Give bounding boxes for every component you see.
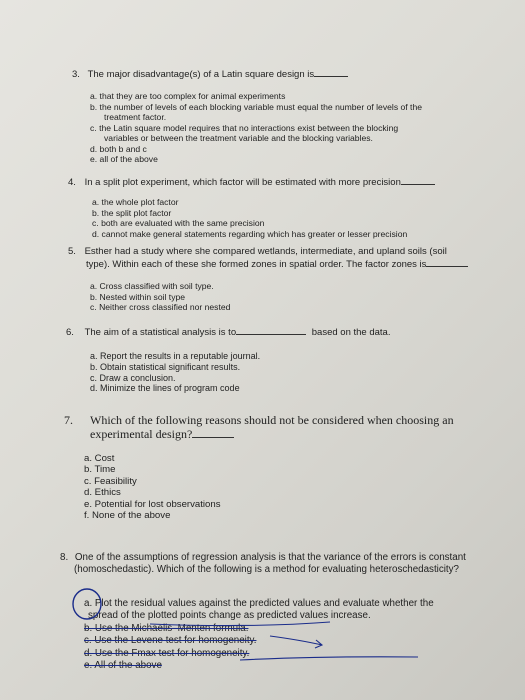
question-text: Esther had a study where she compared wetlands, intermediate, and upland soils (soil [84,246,447,257]
options-list [92,197,498,239]
question-number: 3. [72,69,80,80]
option-b: b. the split plot factor [92,207,172,218]
answer-blank [401,176,435,185]
option-a-continued: spread of the plotted points change as predicted values increase. [88,610,371,622]
question-text: One of the assumptions of regression analysis is that the variance of the errors is constant [74,552,466,563]
question-number: 4. [68,177,76,188]
question-text-continued: type). Within each of these she formed zones in spatial order. The factor zones is [86,259,427,270]
option-e-struck: e. All of the above [84,660,162,672]
options-list [90,91,492,165]
option-c-struck: c. Use the Levene test for homogeneity. [84,635,257,647]
question-number: 7. [64,413,73,427]
answer-blank [426,258,468,267]
question-text-continued: (homoschedastic). Which of the following is a method for evaluating heteroschedasticity? [74,563,459,575]
option-a: a. the whole plot factor [92,197,179,207]
answer-blank [314,68,348,77]
question-number: 8. [60,552,69,563]
option-c: c. the Latin square model requires that no interactions exist between the blocking [90,122,399,133]
question-5 [68,246,498,313]
option-c: c. Draw a conclusion. [90,372,176,383]
option-b-continued: treatment factor. [104,112,167,122]
option-b: b. Time [84,464,116,476]
question-6 [66,326,496,394]
options-list [90,351,496,394]
question-number: 5. [68,246,76,257]
option-d: d. cannot make general statements regarding which has greater or lesser precision [92,228,408,239]
question-7 [64,413,504,521]
option-d-struck: d. Use the Fmax test for homogeneity. [84,647,250,659]
options-list [84,453,504,521]
option-d: d. Ethics [84,487,121,499]
option-d: d. Minimize the lines of program code [90,383,240,394]
answer-blank [192,429,234,438]
option-a: a. that they are too complex for animal experiments [90,91,286,101]
option-a: a. Plot the residual values against the predicted values and evaluate whether the [84,597,434,609]
option-a: a. Cost [84,453,115,464]
option-e: e. Potential for lost observations [84,498,221,510]
option-b: b. Obtain statistical significant results. [90,361,241,372]
question-3 [72,68,492,165]
option-c: c. Feasibility [84,475,137,487]
question-text-after: based on the data. [311,327,391,338]
option-b: b. Nested within soil type [90,291,186,302]
question-text: The aim of a statistical analysis is to [84,327,237,338]
option-e: e. all of the above [90,154,158,164]
question-text: Which of the following reasons should not be considered when choosing an [90,413,454,427]
options-list [90,281,498,313]
question-text: In a split plot experiment, which factor will be estimated with more precision [84,177,401,188]
option-d: d. both b and c [90,143,147,154]
option-c: c. both are evaluated with the same precision [92,218,265,228]
option-f: f. None of the above [84,510,171,522]
question-number: 6. [66,327,74,338]
question-4 [68,176,498,239]
option-c-continued: variables or between the treatment variable and the blocking variables. [104,133,373,143]
options-list [84,598,520,673]
answer-blank [236,326,306,335]
question-text: The major disadvantage(s) of a Latin square design is [87,69,315,80]
option-b: b. the number of levels of each blocking variable must equal the number of levels of the [90,101,423,112]
option-c: c. Neither cross classified nor nested [90,302,231,312]
option-a: a. Cross classified with soil type. [90,281,214,291]
question-8 [60,552,520,673]
option-a: a. Report the results in a reputable journal. [90,351,261,361]
option-b-struck: b. Use the Michaelis–Menten formula. [84,622,249,634]
question-text-continued: experimental design? [90,427,193,441]
